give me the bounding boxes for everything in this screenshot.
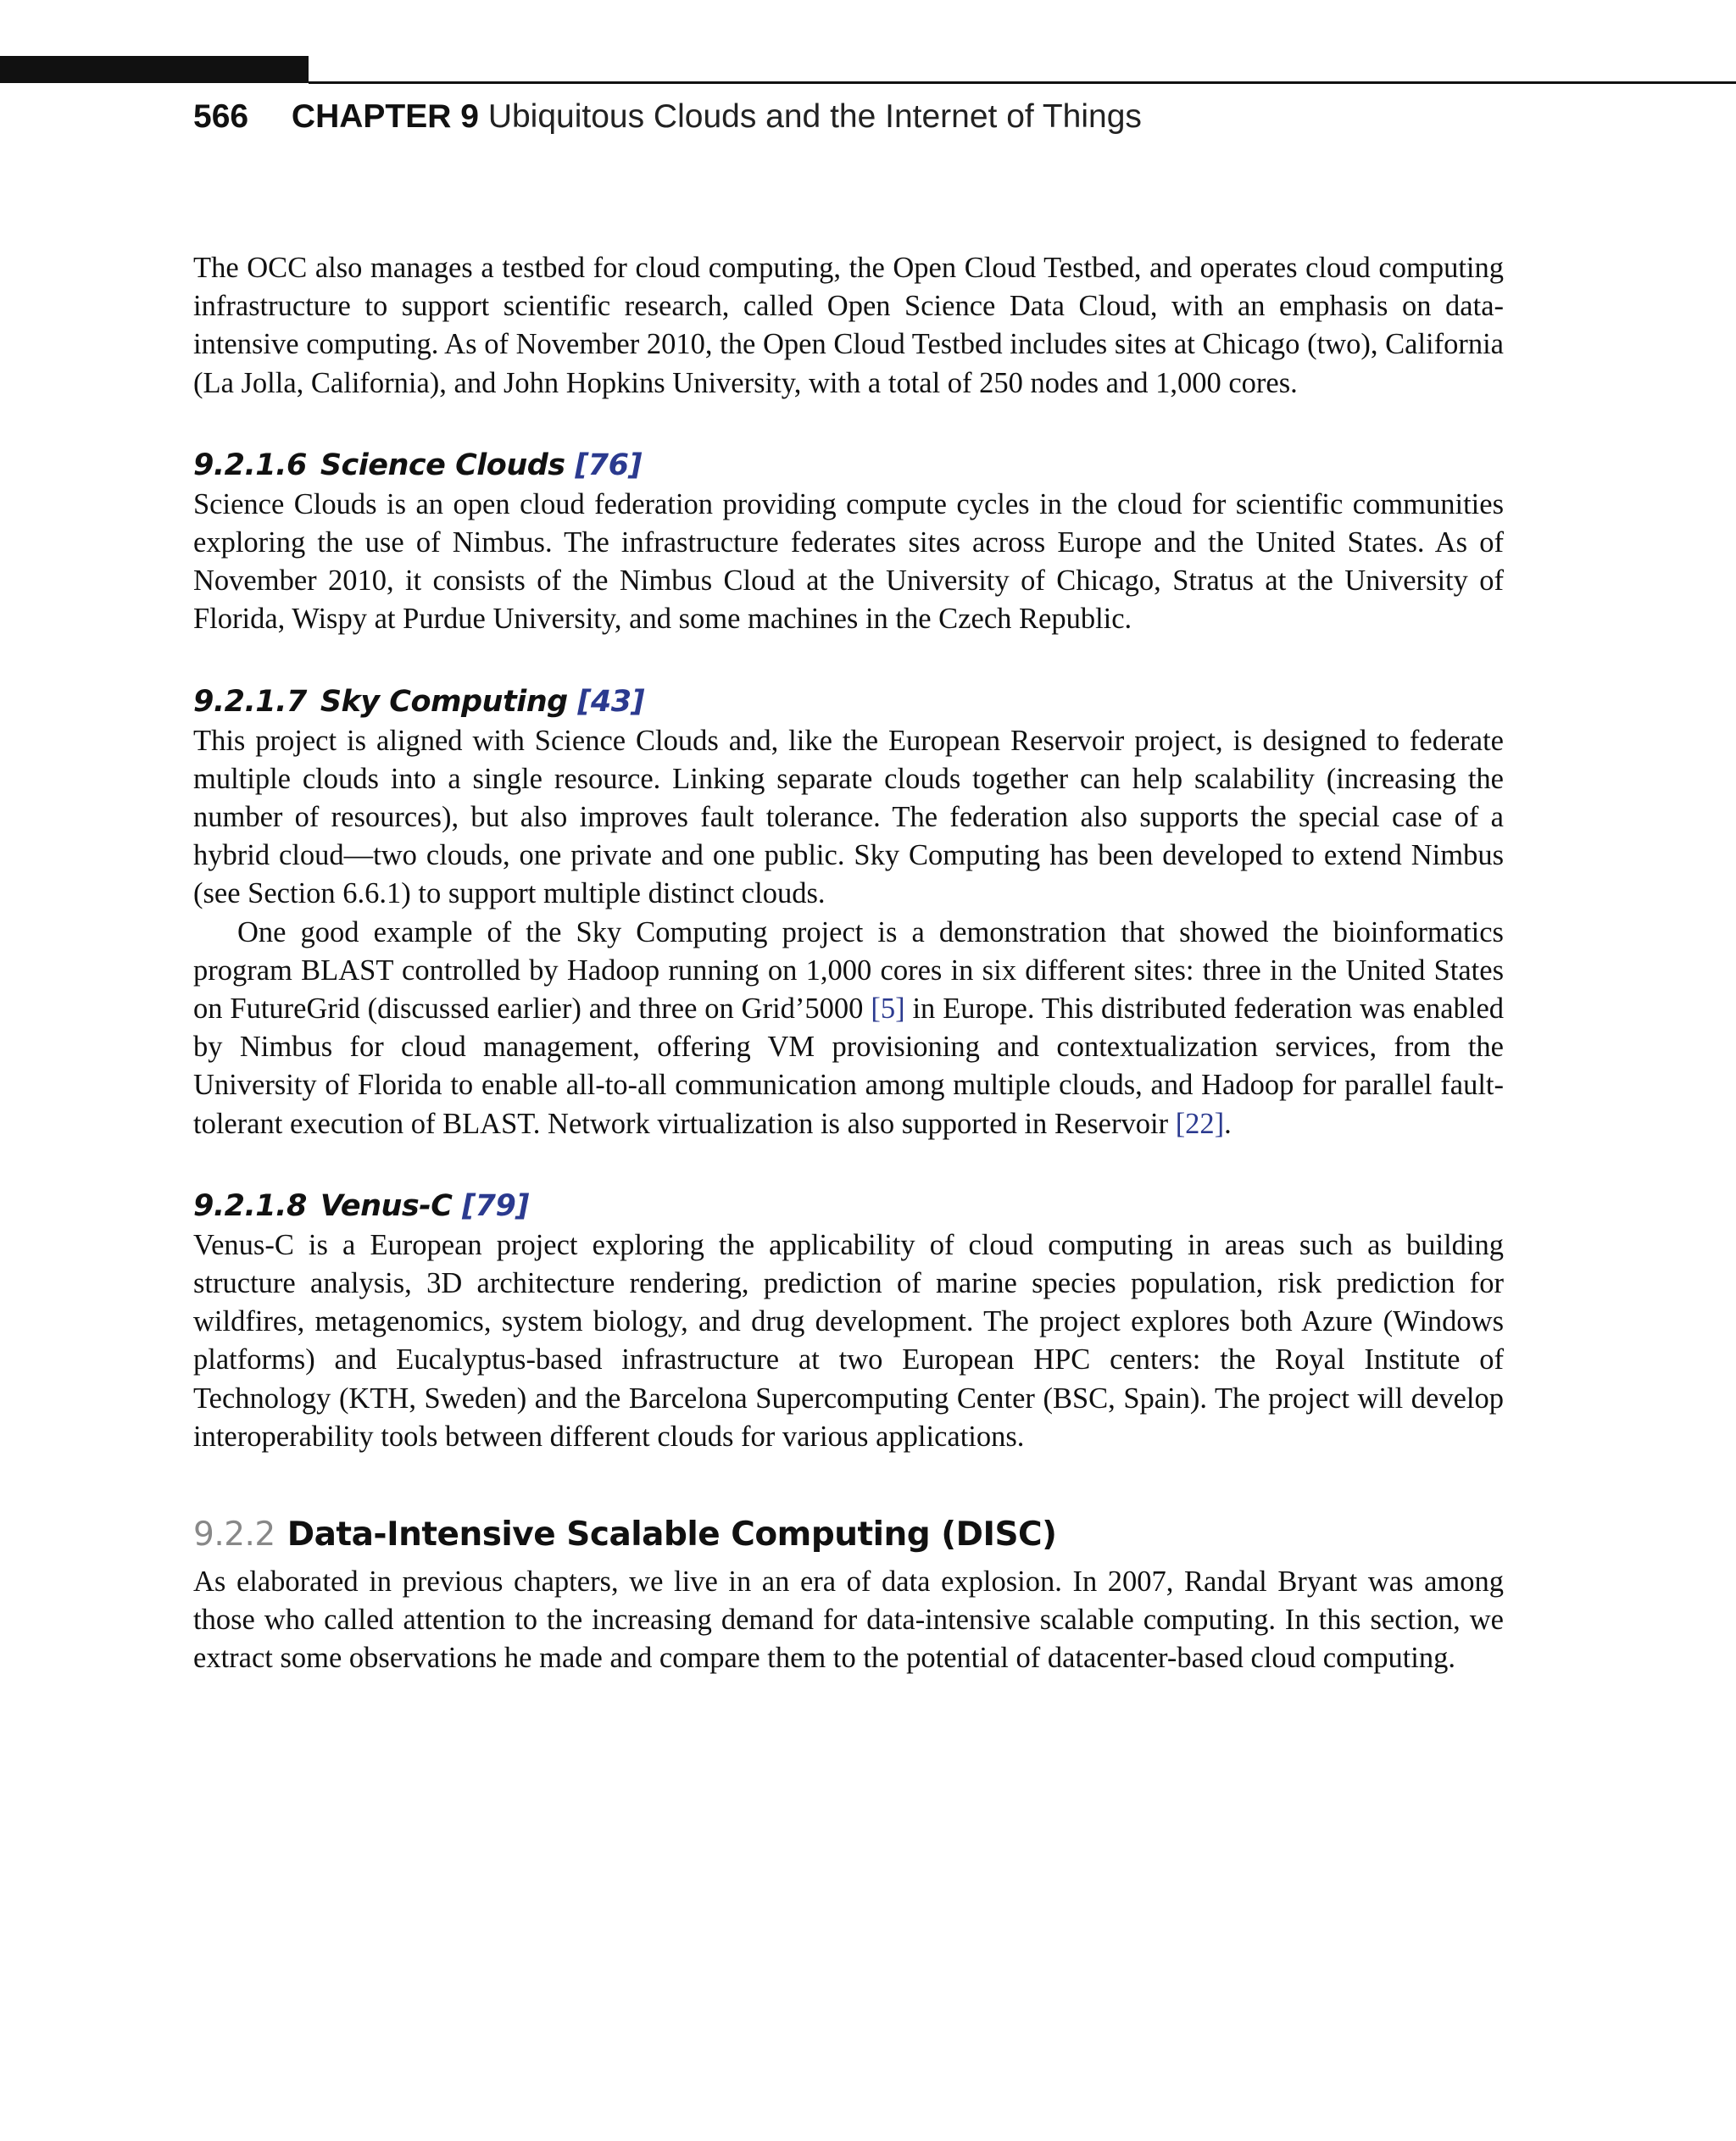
citation-link[interactable]: [43] [577,684,645,719]
header-rule [309,81,1736,84]
sky-computing-paragraph-1: This project is aligned with Science Clouds and, like the European Reservoir project, is designed to federate multiple clouds into a single resource. Linking separate clouds together can help scalability (increasing the number of resources), but also improves fault tolerance. The federation also supports the special case of a hybrid cloud—two clouds, one private and one public. Sky Computing has been developed to extend Nimbus (see Section 6.6.1) to support multiple distinct clouds. [193,724,1504,910]
running-header [193,93,1142,141]
paragraph-text: in Europe. This distributed federation was enabled by Nimbus for cloud management, offering VM provisioning and contextualization services, from the University of Florida to enable all-to-all communication among multiple clouds, and Hadoop for parallel fault-tolerant execution of BLAST. Network virtualization is also supported in Reservoir [193,993,1505,1140]
heading-title: Science Clouds [320,448,565,482]
page-number: 566 [193,98,249,135]
paragraph-end: . [1224,1107,1232,1140]
heading-number: 9.2.1.6 [193,448,307,482]
heading-number: 9.2.1.8 [193,1188,307,1223]
chapter-title: Ubiquitous Clouds and the Internet of Things [487,98,1142,135]
venus-c-paragraph: Venus-C is a European project exploring the applicability of cloud computing in areas such as building structure analysis, 3D architecture rendering, prediction of marine species population, risk prediction for wildfires, metagenomics, system biology, and drug development. The project explores both Azure (Windows platforms) and Eucalyptus-based infrastructure at two European HPC centers: the Royal Institute of Technology (KTH, Sweden) and the Barcelona Supercomputing Center (BSC, Spain). The project will develop interoperability tools between different clouds for various applications. [193,1228,1504,1453]
sky-computing-paragraph-2 [193,914,1504,1143]
citation-link[interactable]: [76] [575,448,643,482]
heading-title: Sky Computing [320,684,568,719]
heading-number: 9.2.1.7 [193,684,307,719]
section-number: 9.2.2 [193,1515,275,1554]
chapter-label: CHAPTER 9 [291,98,479,135]
heading-venus-c [193,1187,1504,1225]
citation-link[interactable]: [79] [462,1188,529,1223]
disc-paragraph: As elaborated in previous chapters, we live in an era of data explosion. In 2007, Randal Bryant was among those who called attention to the increasing demand for data-intensive scalable computing. In this section, we extract some observations he made and compare them to the potential of datacenter-based cloud computing. [193,1565,1504,1675]
citation-link[interactable]: [22] [1175,1107,1225,1140]
header-bar [0,56,309,83]
intro-paragraph: The OCC also manages a testbed for cloud computing, the Open Cloud Testbed, and operates cloud computing infrastructure to support scientific research, called Open Science Data Cloud, with an emphasis on data-intensive computing. As of November 2010, the Open Cloud Testbed includes sites at Chicago (two), California (La Jolla, California), and John Hopkins University, with a total of 250 nodes and 1,000 cores. [193,252,1504,399]
heading-science-clouds [193,447,1504,484]
heading-disc [193,1514,1504,1556]
heading-title: Venus-C [320,1188,453,1223]
heading-sky-computing [193,683,1504,720]
page-body [193,249,1504,1678]
section-title: Data-Intensive Scalable Computing (DISC) [287,1515,1057,1554]
citation-link[interactable]: [5] [871,993,905,1026]
paragraph-text: One good example of the Sky Computing project is a demonstration that showed the bioinformatics program BLAST controlled by Hadoop running on 1,000 cores in six different sites: three in the United States on FutureGrid (discussed earlier) and three on Grid’5000 [193,915,1504,1026]
science-clouds-paragraph: Science Clouds is an open cloud federation providing compute cycles in the cloud for scientific communities exploring the use of Nimbus. The infrastructure federates sites across Europe and the United States. As of November 2010, it consists of the Nimbus Cloud at the University of Chicago, Stratus at the University of Florida, Wispy at Purdue University, and some machines in the Czech Republic. [193,487,1504,636]
